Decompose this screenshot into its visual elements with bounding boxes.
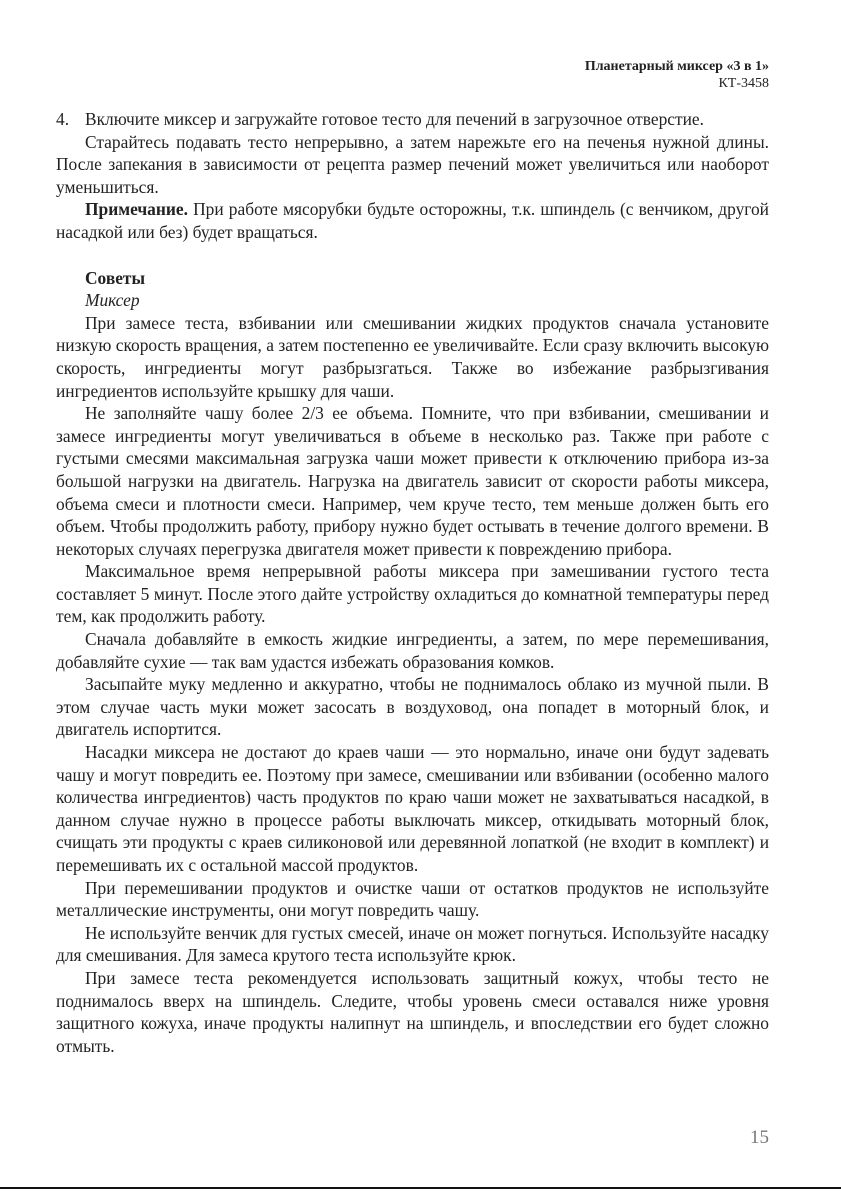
tips-heading: Советы [85, 267, 146, 288]
tip-paragraph: Засыпайте муку медленно и аккуратно, чтобы не поднималось облако из мучной пыли. В этом случае часть муки может засосать в воздуховод, она попадет в моторный блок, и двигатель испортится. [56, 674, 769, 740]
tip-paragraph: При перемешивании продуктов и очистке чаши от остатков продуктов не используйте металлические инструменты, они могут повредить чашу. [56, 877, 769, 921]
tip-paragraph: Сначала добавляйте в емкость жидкие ингредиенты, а затем, по мере перемешивания, добавляйте сухие — так вам удастся избежать образования комков. [56, 629, 769, 672]
tip-paragraph: Не используйте венчик для густых смесей, иначе он может погнуться. Используйте насадку для смешивания. Для замеса крутого теста используйте крюк. [56, 922, 769, 966]
note-paragraph [56, 198, 769, 243]
tip-paragraph: Насадки миксера не достают до краев чаши — это нормально, иначе они будут задевать чашу и могут повредить ее. Поэтому при замесе, смешивании или взбивании (особенно малого количества ингредиентов) часть продуктов по краю чаши может не захватываться насадкой, в данном случае нужно в процессе работы выключать миксер, откидывать моторный блок, счищать эти продукты с краев силиконовой или деревянной лопаткой (не входит в комплект) и перемешивать их с остальной массой продуктов. [56, 742, 769, 875]
page-header [585, 58, 769, 92]
tip-paragraph: Максимальное время непрерывной работы миксера при замешивании густого теста составляет 5 минут. После этого дайте устройству охладиться до комнатной температуры перед тем, как продолжить работу. [56, 561, 769, 627]
note-text: При работе мясорубки будьте осторожны, т.к. шпиндель (с венчиком, другой насадкой или без) будет вращаться. [56, 199, 769, 242]
tip-paragraph: При замесе теста, взбивании или смешивании жидких продуктов сначала установите низкую скорость вращения, а затем постепенно ее увеличивайте. Если сразу включить высокую скорость, ингредиенты могут разбрызгаться. Также во избежание разбрызгивания ингредиентов используйте крышку для чаши. [56, 312, 769, 401]
tip-paragraph: При замесе теста рекомендуется использовать защитный кожух, чтобы тесто не поднималось вверх на шпиндель. Следите, чтобы уровень смеси оставался ниже уровня защитного кожуха, иначе продукты налипнут на шпиндель, и впоследствии его будет сложно отмыть. [56, 967, 769, 1056]
page-number: 15 [750, 1127, 769, 1148]
note-label: Примечание. [85, 199, 188, 220]
page-content [56, 108, 769, 1057]
document-title: Планетарный миксер «3 в 1» [584, 59, 769, 74]
mixer-subheading: Миксер [85, 290, 140, 311]
step-text: Включите миксер и загружайте готовое тесто для печений в загрузочное отверстие. [85, 109, 704, 129]
step-number: 4. [56, 109, 70, 129]
tip-paragraph: Не заполняйте чашу более 2/3 ее объема. Помните, что при взбивании, смешивании и замесе ингредиенты могут увеличиваться в объеме в несколько раз. Также при работе с густыми смесями максимальная загрузка чаши может привести к отключению прибора из-за большой нагрузки на двигатель. Нагрузка на двигатель зависит от скорости работы миксера, объема смеси и плотности смеси. Например, чем круче тесто, тем меньше должен быть его объем. Чтобы продолжить работу, прибору нужно будет остывать в течение долгого времени. В некоторых случаях перегрузка двигателя может привести к повреждению прибора. [56, 403, 769, 559]
model-number: КТ-3458 [718, 76, 769, 91]
step-4 [56, 108, 769, 131]
bottom-divider [0, 1187, 841, 1189]
step-4-continuation: Старайтесь подавать тесто непрерывно, а затем нарежьте его на печенья нужной длины. После запекания в зависимости от рецепта размер печений может увеличиться или наоборот уменьшиться. [56, 131, 769, 197]
